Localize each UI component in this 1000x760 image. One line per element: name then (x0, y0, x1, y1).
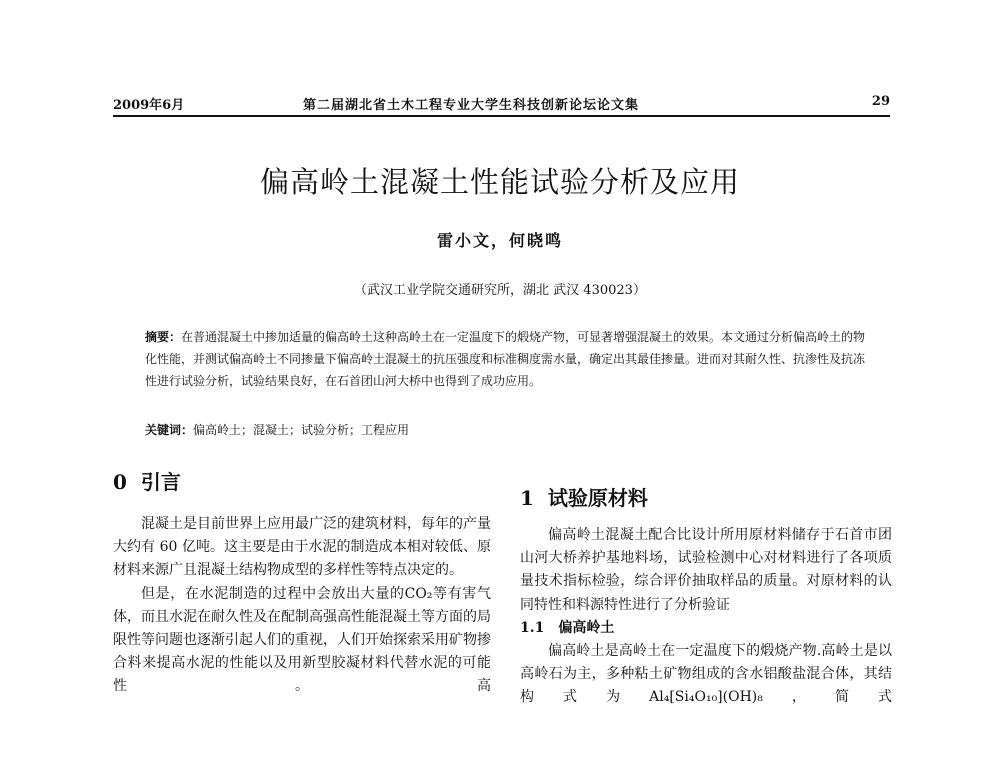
header-date: 2009年6月 (113, 98, 185, 113)
left-column (113, 513, 491, 699)
section-1-number: 1 (520, 486, 534, 510)
running-header (113, 94, 890, 114)
keywords (145, 420, 870, 440)
metakaolin-paragraph: 偏高岭土是高岭土在一定温度下的煅烧产物.高岭土是以高岭石为主，多种粘土矿物组成的含水铝酸盐混合体，其结构式为Al₄[Si₄O₁₀](OH)₈，简式 (520, 643, 892, 706)
affiliation: （武汉工业学院交通研究所，湖北 武汉 430023） (354, 283, 646, 298)
subsection-1-1-number: 1.1 (520, 619, 545, 636)
authors: 雷小文，何晓鸣 (436, 231, 563, 250)
section-0-title: 引言 (140, 470, 181, 494)
section-1-heading (520, 482, 648, 511)
abstract-label: 摘要： (145, 330, 182, 344)
header-rule (113, 115, 890, 117)
materials-paragraph-1: 偏高岭土混凝土配合比设计所用原材料储存于石首市团山河大桥养护基地料场，试验检测中心对材料进行了各项质量技术指标检验，综合评价抽取样品的质量。对原材料的认同特性和料源特性进行了分析验证 (520, 527, 892, 613)
page-number: 29 (871, 94, 890, 109)
section-0-heading (113, 466, 181, 495)
section-1-title: 试验原材料 (547, 486, 648, 510)
keywords-label: 关键词： (145, 423, 194, 437)
abstract (145, 326, 870, 392)
subsection-1-1-heading (520, 617, 892, 640)
abstract-text: 在普通混凝土中掺加适量的偏高岭土这种高岭土在一定温度下的煅烧产物，可显著增强混凝土的效果。本文通过分析偏高岭土的物化性能，并测试偏高岭土不同掺量下偏高岭土混凝土的抗压强度和标准稠度需水量，确定出其最佳掺量。进而对其耐久性、抗渗性及抗冻性进行试验分析，试验结果良好，在石首团山河大桥中也得到了成功应用。 (145, 330, 866, 388)
keywords-text: 偏高岭土；混凝土；试验分析；工程应用 (193, 423, 410, 437)
header-journal: 第二届湖北省土木工程专业大学生科技创新论坛论文集 (303, 98, 640, 113)
intro-paragraph-2: 但是，在水泥制造的过程中会放出大量的CO₂等有害气体，而且水泥在耐久性及在配制高强高性能混凝土等方面的局限性等问题也逐渐引起人们的重视，人们开始探索采用矿物掺合料来提高水泥的性能以及用新型胶凝材料代替水泥的可能性。高 (113, 585, 491, 695)
intro-paragraph-1: 混凝土是目前世界上应用最广泛的建筑材料，每年的产量大约有 60 亿吨。这主要是由于水泥的制造成本相对较低、原材料来源广且混凝土结构物成型的多样性等特点决定的。 (113, 516, 491, 579)
paper-title: 偏高岭土混凝土性能试验分析及应用 (259, 165, 740, 199)
section-0-number: 0 (113, 470, 127, 494)
right-column (520, 524, 892, 710)
subsection-1-1-title: 偏高岭土 (558, 619, 615, 636)
